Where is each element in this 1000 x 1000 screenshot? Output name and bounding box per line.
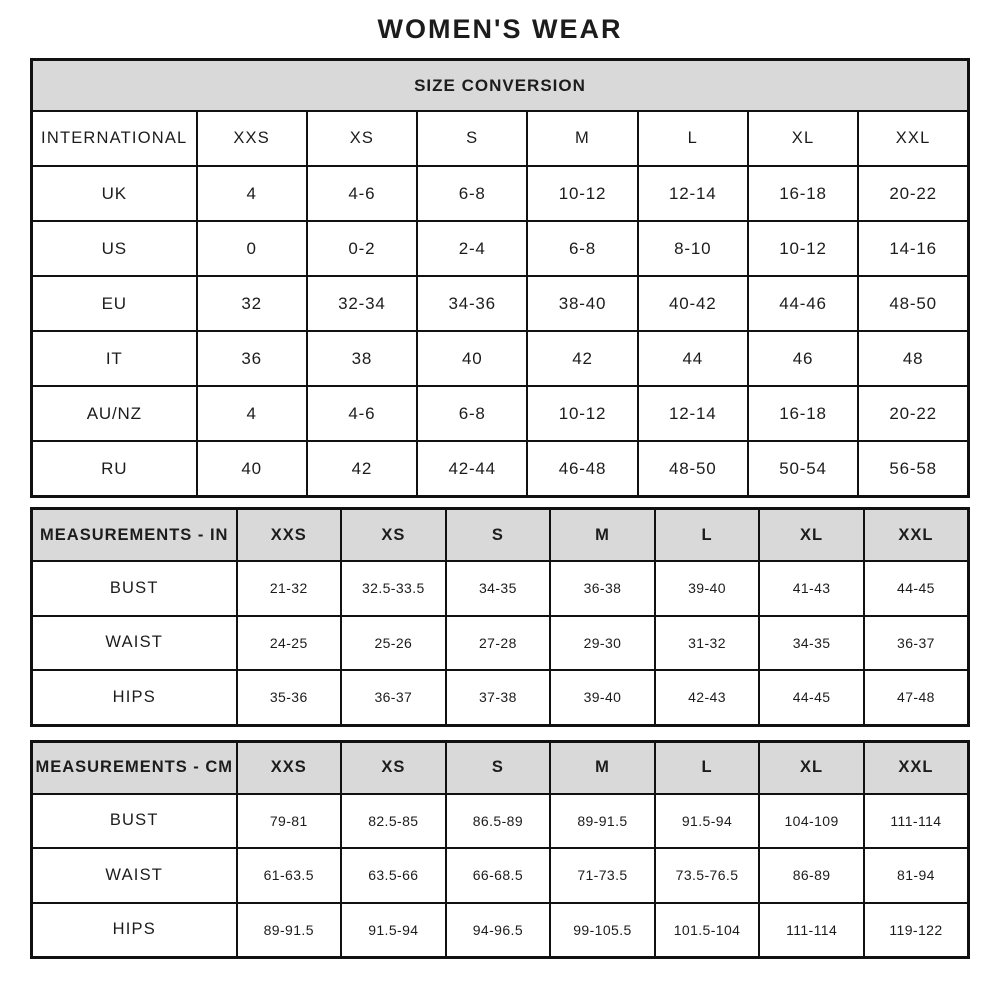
cell: 32.5-33.5	[341, 561, 446, 616]
cell: 10-12	[527, 166, 637, 221]
table-row	[32, 441, 969, 497]
row-label: WAIST	[32, 616, 237, 671]
cell: 20-22	[858, 166, 968, 221]
table-measurements-cm	[30, 740, 970, 960]
cell: 6-8	[417, 166, 527, 221]
cell: 94-96.5	[446, 903, 551, 958]
table-size-conversion	[30, 58, 970, 498]
table-header-row	[32, 509, 969, 562]
column-header: XS	[307, 111, 417, 166]
table-row	[32, 903, 969, 958]
cell: 12-14	[638, 386, 748, 441]
cell: 39-40	[655, 561, 760, 616]
cell: 89-91.5	[237, 903, 342, 958]
column-header: L	[655, 509, 760, 562]
column-header: S	[446, 741, 551, 794]
cell: 63.5-66	[341, 848, 446, 903]
cell: 56-58	[858, 441, 968, 497]
column-header: L	[655, 741, 760, 794]
cell: 44-45	[759, 670, 864, 725]
cell: 111-114	[864, 794, 969, 849]
header-label: MEASUREMENTS - IN	[32, 509, 237, 562]
cell: 6-8	[417, 386, 527, 441]
cell: 101.5-104	[655, 903, 760, 958]
cell: 40	[417, 331, 527, 386]
column-header: XL	[759, 509, 864, 562]
cell: 119-122	[864, 903, 969, 958]
cell: 99-105.5	[550, 903, 655, 958]
cell: 50-54	[748, 441, 858, 497]
tables-container	[30, 58, 970, 959]
column-header: S	[417, 111, 527, 166]
cell: 25-26	[341, 616, 446, 671]
column-header: XL	[759, 741, 864, 794]
row-label: EU	[32, 276, 197, 331]
cell: 46	[748, 331, 858, 386]
table-row	[32, 221, 969, 276]
cell: 4	[197, 386, 307, 441]
cell: 89-91.5	[550, 794, 655, 849]
cell: 48-50	[638, 441, 748, 497]
cell: 10-12	[748, 221, 858, 276]
cell: 31-32	[655, 616, 760, 671]
cell: 36-37	[864, 616, 969, 671]
cell: 4-6	[307, 386, 417, 441]
cell: 48	[858, 331, 968, 386]
row-label: BUST	[32, 794, 237, 849]
table-row	[32, 276, 969, 331]
cell: 86.5-89	[446, 794, 551, 849]
cell: 86-89	[759, 848, 864, 903]
column-header: M	[550, 741, 655, 794]
cell: 79-81	[237, 794, 342, 849]
cell: 42	[307, 441, 417, 497]
row-label: UK	[32, 166, 197, 221]
table-row	[32, 166, 969, 221]
column-header: XXS	[197, 111, 307, 166]
table-row	[32, 670, 969, 725]
cell: 10-12	[527, 386, 637, 441]
cell: 29-30	[550, 616, 655, 671]
cell: 20-22	[858, 386, 968, 441]
cell: 34-35	[446, 561, 551, 616]
cell: 42	[527, 331, 637, 386]
cell: 12-14	[638, 166, 748, 221]
cell: 44	[638, 331, 748, 386]
table-row	[32, 848, 969, 903]
cell: 61-63.5	[237, 848, 342, 903]
column-header: XXS	[237, 741, 342, 794]
row-label: US	[32, 221, 197, 276]
column-header: XXL	[858, 111, 968, 166]
column-header: M	[527, 111, 637, 166]
column-header: XXL	[864, 509, 969, 562]
cell: 111-114	[759, 903, 864, 958]
column-header: XL	[748, 111, 858, 166]
table-row	[32, 794, 969, 849]
cell: 32-34	[307, 276, 417, 331]
table-header-row	[32, 741, 969, 794]
table-title: SIZE CONVERSION	[32, 60, 969, 112]
cell: 4	[197, 166, 307, 221]
cell: 34-36	[417, 276, 527, 331]
row-label: RU	[32, 441, 197, 497]
header-label: MEASUREMENTS - CM	[32, 741, 237, 794]
column-header: S	[446, 509, 551, 562]
cell: 16-18	[748, 386, 858, 441]
cell: 27-28	[446, 616, 551, 671]
cell: 81-94	[864, 848, 969, 903]
cell: 4-6	[307, 166, 417, 221]
cell: 34-35	[759, 616, 864, 671]
table-row	[32, 331, 969, 386]
table-row	[32, 561, 969, 616]
cell: 36	[197, 331, 307, 386]
table-title-row	[32, 60, 969, 112]
cell: 48-50	[858, 276, 968, 331]
cell: 0-2	[307, 221, 417, 276]
cell: 82.5-85	[341, 794, 446, 849]
cell: 21-32	[237, 561, 342, 616]
cell: 38	[307, 331, 417, 386]
cell: 38-40	[527, 276, 637, 331]
row-label: WAIST	[32, 848, 237, 903]
cell: 71-73.5	[550, 848, 655, 903]
cell: 47-48	[864, 670, 969, 725]
column-header: M	[550, 509, 655, 562]
cell: 46-48	[527, 441, 637, 497]
cell: 2-4	[417, 221, 527, 276]
cell: 36-38	[550, 561, 655, 616]
cell: 32	[197, 276, 307, 331]
header-label: INTERNATIONAL	[32, 111, 197, 166]
cell: 91.5-94	[341, 903, 446, 958]
cell: 66-68.5	[446, 848, 551, 903]
cell: 14-16	[858, 221, 968, 276]
cell: 73.5-76.5	[655, 848, 760, 903]
cell: 41-43	[759, 561, 864, 616]
cell: 24-25	[237, 616, 342, 671]
cell: 6-8	[527, 221, 637, 276]
row-label: IT	[32, 331, 197, 386]
page-title: WOMEN'S WEAR	[377, 14, 623, 44]
row-label: HIPS	[32, 670, 237, 725]
cell: 0	[197, 221, 307, 276]
table-measurements-in	[30, 507, 970, 727]
cell: 44-46	[748, 276, 858, 331]
cell: 91.5-94	[655, 794, 760, 849]
table-row	[32, 386, 969, 441]
cell: 42-43	[655, 670, 760, 725]
column-header: XS	[341, 741, 446, 794]
column-header: XXS	[237, 509, 342, 562]
table-row	[32, 616, 969, 671]
cell: 42-44	[417, 441, 527, 497]
cell: 8-10	[638, 221, 748, 276]
cell: 37-38	[446, 670, 551, 725]
cell: 36-37	[341, 670, 446, 725]
column-header: XS	[341, 509, 446, 562]
cell: 16-18	[748, 166, 858, 221]
cell: 40	[197, 441, 307, 497]
row-label: AU/NZ	[32, 386, 197, 441]
cell: 44-45	[864, 561, 969, 616]
cell: 39-40	[550, 670, 655, 725]
row-label: BUST	[32, 561, 237, 616]
cell: 104-109	[759, 794, 864, 849]
column-header: L	[638, 111, 748, 166]
row-label: HIPS	[32, 903, 237, 958]
column-header: XXL	[864, 741, 969, 794]
cell: 35-36	[237, 670, 342, 725]
cell: 40-42	[638, 276, 748, 331]
table-header-row	[32, 111, 969, 166]
